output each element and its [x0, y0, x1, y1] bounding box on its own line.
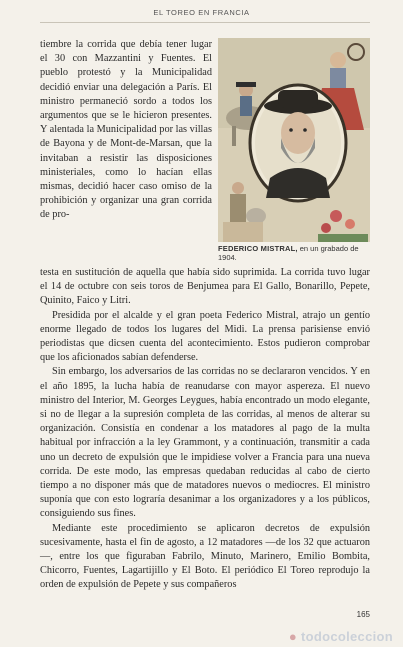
body-text [40, 266, 370, 593]
header-rule [40, 22, 370, 23]
watermark-dot-icon: ● [288, 629, 298, 644]
watermark-text: todocoleccion [300, 629, 393, 644]
paragraph-5: Mediante este procedimiento se aplicaron decretos de expulsión sucesivamente, hasta el fin de agosto, a 12 matadores —de los 32 que actuaron—, entre los que figuraban Fabrilo, Minuto, Marinero, Emilio Bombita, Chicorro, Fuentes, Lagartijillo y El Boto. El periódico El Toreo reprodujo la orden de expulsión de Pepete y sus compañeros [40, 522, 370, 591]
figure-caption [218, 244, 370, 262]
watermark-bar [0, 628, 403, 647]
page-number: 165 [356, 610, 370, 619]
paragraph-2: testa en sustitución de aquella que había sido suprimida. La corrida tuvo lugar el 14 de octubre con seis toros de Benjumea para El Gallo, Bonarillo, Pepete, Quinito, Faico y Litri. [40, 267, 370, 307]
watermark-logo [289, 629, 393, 644]
engraving-illustration [218, 38, 370, 242]
paragraph-1: tiembre la corrida que debía tener lugar el 30 con Mazzantini y Fuentes. El pueblo protestó y la Municipalidad decidió enviar una delegación a París. El ministro permaneció sordo a todos los argumentos que se le hicieron presentes. Y alentada la Municipalidad por las villas de Bayona y de Mont-de-Marsan, que la invitaban a resistir las disposiciones ministeriales, como lo hacían ellas mismas, decidió hacer caso omiso de la prohibición y organizar una gran corrida de pro- [40, 39, 212, 221]
paragraph-3: Presidida por el alcalde y el gran poeta Federico Mistral, atrajo un gentío enorme llegado de todos los lugares del Midi. La prensa parisiense envió periodistas que dicsen cuenta del acontecimiento. Estos pudieron comprobar que los aficionados sabían defenderse. [40, 309, 370, 364]
engraving-image [218, 38, 370, 242]
running-header: EL TOREO EN FRANCIA [153, 8, 250, 17]
caption-text: en un grabado de 1904. [218, 244, 359, 262]
paragraph-4: Sin embargo, los adversarios de las corridas no se declararon vencidos. Y en el año 1895, la lucha había de reanudarse con mayor aspereza. El nuevo ministro del Interior, M. Georges Leygues, había encontrado un modo elegante, si no de llegar a la supresión completa de las corridas, al menos de alterar su organización. Consistía en condenar a los matadores al pago de la multa habitual por infracción a la ley Grammont, y a continuación, transmitir a cada uno un decreto de expulsión que le impidiese volver a Francia para una nueva corrida. De este modo, las empresas quedaban reducidas al cabo de cierto tiempo a no disponer más que de matadores nuevos o mediocres. El ministro suponía que con esto lograría desanimar a los organizadores y a los públicos, consiguiendo sus fines. [40, 366, 370, 520]
caption-name: FEDERICO MISTRAL, [218, 244, 298, 253]
column-text [40, 38, 212, 223]
